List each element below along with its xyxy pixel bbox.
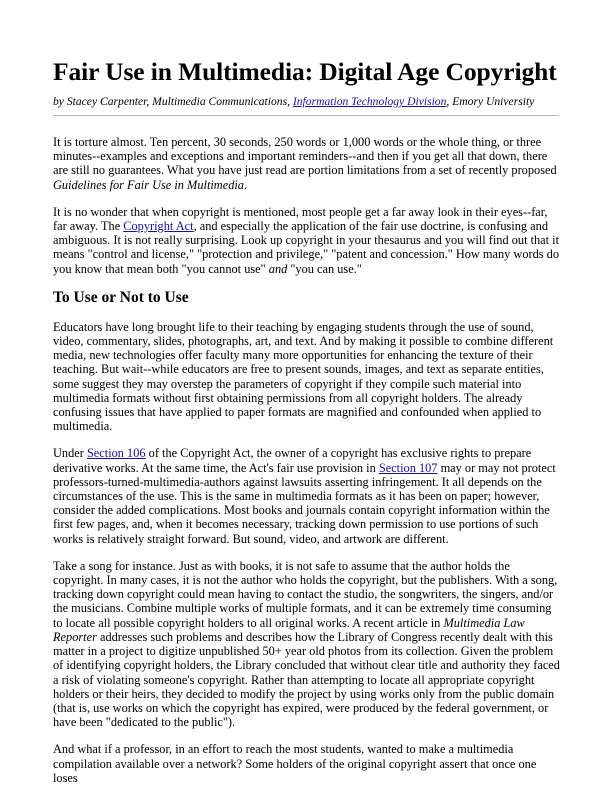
paragraph-copyright-meaning: It is no wonder that when copyright is mentioned, most people get a far away look in their eyes--far, far away. The Copyright Act, and especially the application of the fair use doctrine, is confusing and ambiguous. It is not really surprising. Look up copyright in your thesaurus and you will find out that it means "control and license," "protection and privilege," "patent and concession." How many words do you know that mean both "you cannot use" and "you can use." [53, 204, 560, 276]
paragraph-song-example: Take a song for instance. Just as with books, it is not safe to assume that the author holds the copyright. In many cases, it is not the author who holds the copyright, but the publishers. With a song, tracking down copyright could mean having to contact the studio, the songwriters, the singers, and/or the musicians. Combine multiple works of multiple formats, and it can be extremely time consuming to locate all possible copyright holders to all original works. A recent article in Multimedia Law Reporter addresses such problems and describes how the Library of Congress recently dealt with this matter in a project to digitize unpublished 50+ year old photos from its collection. Given the problem of identifying copyright holders, the Library concluded that without clear title and authority they faced a risk of violating someone's copyright. Rather than attempting to locate all appropriate copyright holders or their heirs, they decided to modify the project by using works only from the public domain (that is, use works on which the copyright has expired, were produced by the federal government, or have been "dedicated to the public"). [53, 558, 560, 730]
journal-title: Multimedia Law Reporter [53, 615, 525, 644]
section-106-link[interactable]: Section 106 [86, 446, 146, 461]
byline [53, 95, 559, 108]
page-title: Fair Use in Multimedia: Digital Age Copyright [53, 57, 557, 86]
paragraph-section-106: Under Section 106 of the Copyright Act, the owner of a copyright has exclusive rights to prepare derivative works. At the same time, the Act's fair use provision in Section 107 may or may not protect professors-turned-multimedia-authors against lawsuits asserting infringement. It all depends on the circumstances of the use. This is the same in multimedia formats as it has been on paper; however, consider the added complications. Most books and journals contain copyright information within the first few pages, and, when it becomes necessary, tracking down permission to use portions of such works is relatively straight forward. But sound, video, and artwork are different. [53, 446, 556, 546]
paragraph-educators: Educators have long brought life to their teaching by engaging students through the use of sound, video, commentary, slides, photographs, art, and text. And by making it possible to combine different media, new technologies offer faculty many more opportunities for enhancing the texture of their teaching. But wait--while educators are free to present sounds, images, and text as separate entities, some suggest they may overstep the parameters of copyright if they compile such material into multimedia formats without first obtaining permissions from all copyright holders. The already confusing issues that have applied to paper formats are magnified and confounded when applied to multimedia. [53, 319, 554, 434]
byline-institution: , Emory University [446, 95, 535, 108]
division-link[interactable]: Information Technology Division [292, 95, 447, 108]
header-divider [53, 115, 559, 116]
article-body [53, 135, 561, 798]
copyright-act-link[interactable]: Copyright Act [123, 219, 194, 234]
section-heading: To Use or Not to Use [53, 288, 189, 306]
paragraph-network: And what if a professor, in an effort to reach the most students, wanted to make a multimedia compilation available over a network? Some holders of the original copyright assert that once one loses [53, 742, 537, 785]
paragraph-intro: It is torture almost. Ten percent, 30 seconds, 250 words or 1,000 words or the whole thing, or three minutes--examples and exceptions and important reminders--and then if you get all that down, there are still no guarantees. What you have just read are portion limitations from a set of recently proposed Guidelines for Fair Use in Multimedia. [53, 135, 557, 192]
byline-author: by Stacey Carpenter, Multimedia Communications, [53, 95, 293, 108]
guidelines-title: Guidelines for Fair Use in Multimedia [53, 177, 244, 192]
section-107-link[interactable]: Section 107 [378, 460, 438, 475]
